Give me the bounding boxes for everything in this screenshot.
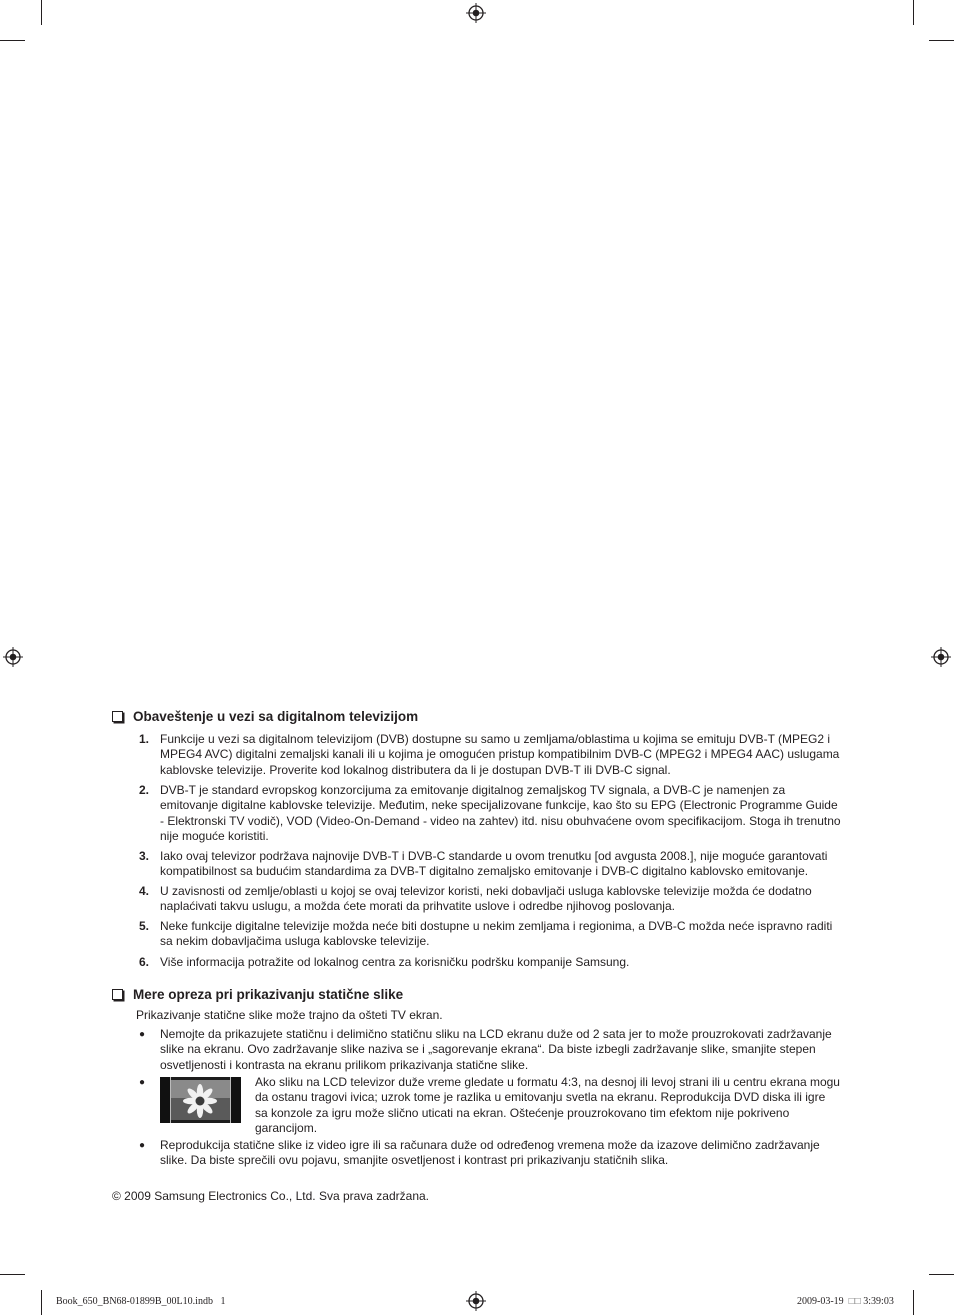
list-item: [139, 919, 841, 950]
crop-mark: [929, 40, 954, 41]
registration-mark-icon: [3, 647, 23, 667]
item-text: DVB-T je standard evropskog konzorcijuma za emitovanje digitalnog zemaljskog TV signala, a DVB-C je namenjen za emitovanje digitalne kablovske televizije. Međutim, neke specijalizovane funkcije, kao što su EPG (Electronic Programme Guide - Elektronski TV vodič), VOD (Video-On-Demand - video na zahtev) itd. nisu obuhvaćene ovom specifikacijom. Stoga ih trenutno nije moguće koristiti.: [160, 783, 841, 843]
registration-mark-icon: [931, 647, 951, 667]
footer-time: 3:39:03: [863, 1296, 894, 1307]
list-item: [139, 1027, 841, 1073]
item-number: 5.: [139, 919, 150, 933]
crop-mark: [913, 0, 914, 25]
item-number: 4.: [139, 884, 150, 898]
item-text: Ako sliku na LCD televizor duže vreme gledate u formatu 4:3, na desnoj ili levoj strani ili u centru ekrana mogu da ostanu tragovi ivica; uzrok tome je razlika u emitovanju svetla na ekranu. Reprodukcija DVD diska ili igre sa konzole za igru može slično uticati na ekran. Oštećenje prouzrokovano tim efektom nije pokriveno garancijom.: [255, 1075, 840, 1135]
list-item: [139, 732, 841, 778]
checkbox-square-icon: [112, 711, 123, 722]
section-title: Mere opreza pri prikazivanju statične slike: [133, 987, 404, 1002]
bullet-dot-icon: ●: [139, 1077, 146, 1088]
list-item: [139, 884, 841, 915]
item-text: U zavisnosti od zemlje/oblasti u kojoj se ovaj televizor koristi, neki dobavljači usluga kablovske televizije možda će dodatno naplaćivati takvu uslugu, a možda ćete morati da prihvatite uslove i odredbe njihovog poslovanja.: [160, 884, 812, 914]
bullet-dot-icon: ●: [139, 1029, 146, 1040]
crop-mark: [41, 0, 42, 25]
crop-mark: [0, 1274, 25, 1275]
item-number: 3.: [139, 849, 150, 863]
footer-filename: Book_650_BN68-01899B_00L10.indb 1: [56, 1296, 226, 1307]
footer-date: 2009-03-19: [797, 1296, 844, 1307]
item-text: Više informacija potražite od lokalnog centra za korisničku podršku kompanije Samsung.: [160, 955, 630, 969]
item-text: Reprodukcija statične slike iz video igre ili sa računara duže od određenog vremena može da izazove delimično zadržavanje slike. Da biste sprečili ovu pojavu, smanjite osvetljenost i kontrast pri prikazivanju statičnih slika.: [160, 1138, 820, 1168]
crop-mark: [929, 1274, 954, 1275]
registration-mark-icon: [466, 3, 486, 23]
crop-mark: [913, 1290, 914, 1315]
checkbox-square-icon: [112, 989, 123, 1000]
crop-mark: [0, 40, 25, 41]
list-item: [139, 783, 841, 844]
item-number: 2.: [139, 783, 150, 797]
item-number: 6.: [139, 955, 150, 969]
list-item: [139, 849, 841, 880]
list-item: [139, 955, 841, 970]
item-text: Neke funkcije digitalne televizije možda neće biti dostupne u nekim zemljama i regionima, a DVB-C možda neće ispravno raditi sa nekim dobavljačima usluga kablovske televizije.: [160, 919, 833, 949]
tv-burn-in-illustration: [160, 1077, 241, 1123]
item-text: Funkcije u vezi sa digitalnom televizijom (DVB) dostupne su samo u zemljama/oblastima u kojima se emituju DVB-T (MPEG2 i MPEG4 AVC) digitalni zemaljski kanali ili u kojima je omogućen pristup kompatibilnim DVB-C (MPEG2 i MPEG4 AAC) uslugama kablovske televizije. Proverite kod lokalnog distributera da li je dostupan DVB-T ili DVB-C signal.: [160, 732, 840, 777]
registration-mark-icon: [466, 1291, 486, 1311]
bullet-dot-icon: ●: [139, 1140, 146, 1151]
section-heading-static-image: [112, 987, 403, 1002]
copyright-notice: © 2009 Samsung Electronics Co., Ltd. Sva prava zadržana.: [112, 1189, 430, 1203]
item-number: 1.: [139, 732, 150, 746]
list-item: [139, 1075, 841, 1136]
list-item: [139, 1138, 841, 1169]
item-text: Nemojte da prikazujete statičnu i delimično statičnu sliku na LCD ekranu duže od 2 sata jer to može prouzrokovati zadržavanje slike na ekranu. Ovo zadržavanje slike naziva se i „sagorevanje ekrana“. Da biste izbegli zadržavanje slike, smanjite stepen osvetljenosti i kontrasta na ekranu prilikom prikazivanja statične slike.: [160, 1027, 832, 1072]
footer-glyphs: □□: [848, 1296, 861, 1307]
item-text: Iako ovaj televizor podržava najnovije DVB-T i DVB-C standarde u ovom trenutku [od avgusta 2008.], nije moguće garantovati kompatibilnost sa budućim standardima za DVB-T digitalno zemaljsko emitovanje i DVB-C digitalno kablovsko emitovanje.: [160, 849, 828, 879]
section-heading-digital-tv: [112, 709, 418, 724]
section-title: Obaveštenje u vezi sa digitalnom televizijom: [133, 709, 419, 724]
section-intro: Prikazivanje statične slike može trajno da ošteti TV ekran.: [136, 1008, 443, 1022]
crop-mark: [41, 1290, 42, 1315]
footer-timestamp: [797, 1296, 894, 1307]
